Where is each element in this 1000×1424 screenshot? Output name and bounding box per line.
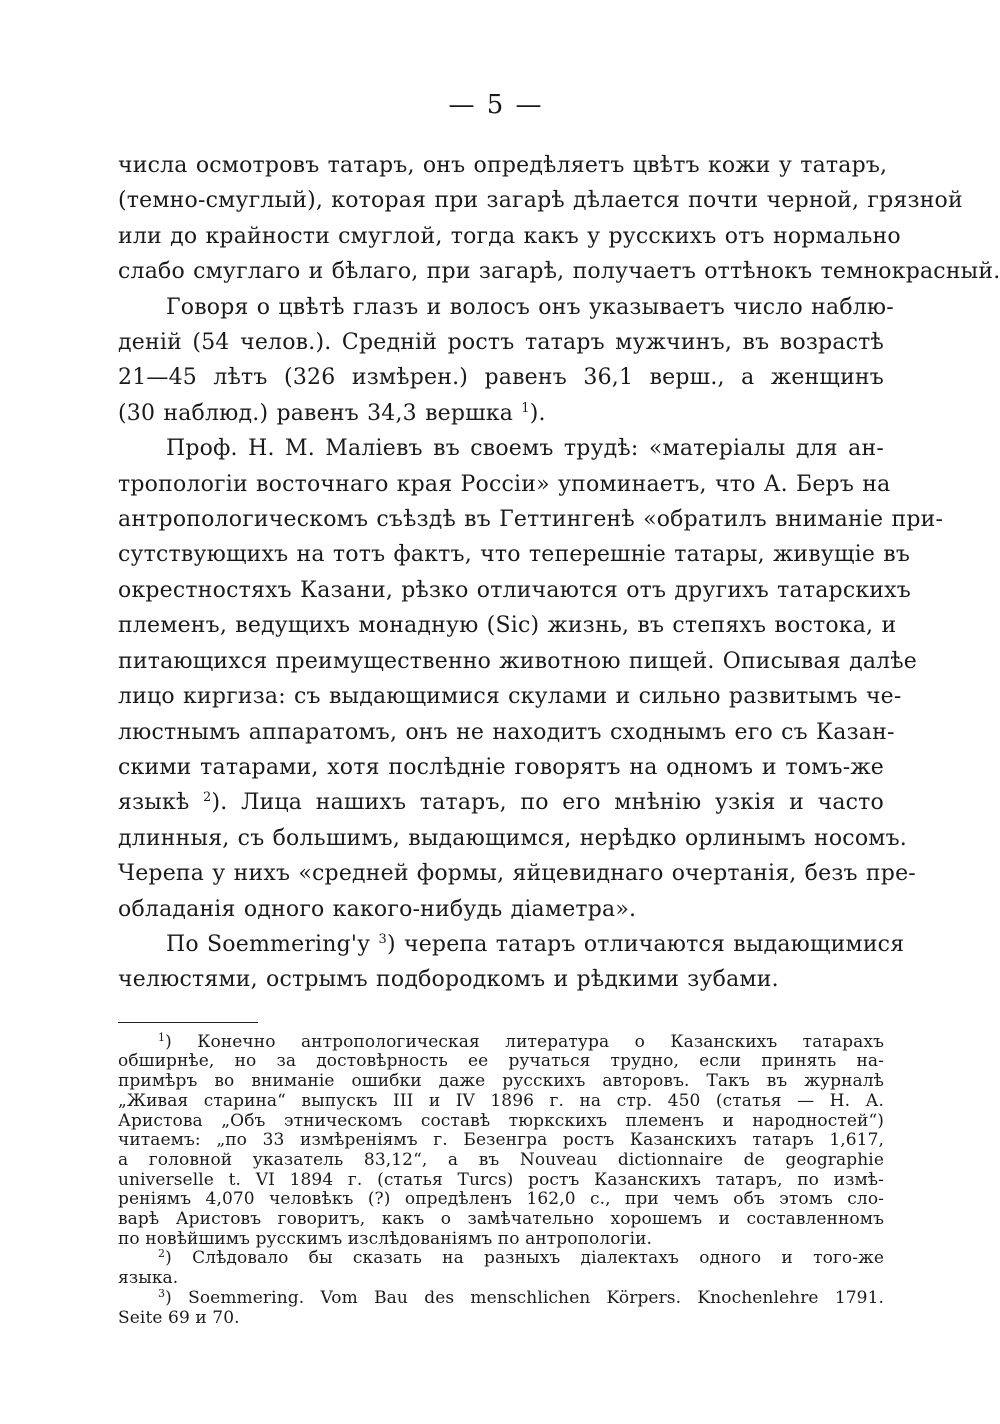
- text-fragment: ) Конечно антропологическая литература о Казанскихъ татарахъ: [165, 1031, 884, 1052]
- text-line: числа осмотровъ татаръ, онъ опредѣляетъ цвѣтъ кожи у татаръ,: [118, 153, 888, 178]
- footnote-mark: 2: [158, 1247, 166, 1261]
- footnote-line: по новѣйшимъ русскимъ изслѣдованіямъ по антропологіи.: [118, 1228, 653, 1249]
- footnote-line: [118, 1030, 884, 1053]
- footnote-line: варѣ Аристовъ говоритъ, какъ о замѣчательно хорошемъ и составленномъ: [118, 1209, 884, 1230]
- footnote-line: читаемъ: „по 33 измѣреніямъ г. Безенгра ростъ Казанскихъ татаръ 1,617,: [118, 1130, 884, 1151]
- text-line: окрестностяхъ Казани, рѣзко отличаются отъ другихъ татарскихъ: [118, 577, 911, 603]
- text-line: антропологическомъ съѣздѣ въ Геттингенѣ «обратилъ вниманіе при-: [118, 507, 944, 533]
- footnote-line: примѣръ во вниманіе ошибки даже русскихъ авторовъ. Такъ въ журналѣ: [118, 1071, 884, 1092]
- text-line: или до крайности смуглой, тогда какъ у русскихъ отъ нормально: [118, 223, 901, 249]
- book-page: [118, 88, 1000, 1328]
- text-line: Говоря о цвѣтѣ глазъ и волосъ онъ указываетъ число наблю-: [166, 294, 894, 320]
- text-fragment: По Soemmering'у: [166, 931, 379, 957]
- text-line: [118, 396, 884, 431]
- footnote-line: [118, 1249, 884, 1269]
- text-line: челюстями, острымъ подбородкомъ и рѣдкими зубами.: [118, 967, 779, 993]
- footnote-ref: 3: [378, 931, 387, 947]
- text-fragment: ) Soemmering. Vom Bau des menschlichen Körpers. Knochenlehre 1791.: [165, 1287, 884, 1308]
- footnote-line: обширнѣе, но за достовѣрность ее ручаться трудно, если принять на-: [118, 1051, 884, 1072]
- footnotes: [118, 1030, 884, 1329]
- body-text: [118, 148, 1000, 998]
- text-line: длинныя, съ большимъ, выдающимся, нерѣдко орлинымъ носомъ.: [118, 825, 907, 851]
- text-line: Черепа у нихъ «средней формы, яйцевиднаго очертанія, безъ пре-: [118, 861, 916, 887]
- footnote-line: Аристова „Объ этническомъ составѣ тюркскихъ племенъ и народностей“): [118, 1110, 884, 1131]
- footnote-ref: 2: [203, 790, 212, 806]
- footnote-line: universelle t. VI 1894 г. (статья Turcs) ростъ Казанскихъ татаръ, по измѣ-: [118, 1169, 884, 1190]
- text-line: люстнымъ аппаратомъ, онъ не находитъ сходнымъ его съ Казан-: [118, 719, 895, 745]
- footnote-line: языка.: [118, 1268, 179, 1289]
- text-line: сутствующихъ на тотъ фактъ, что теперешніе татары, живущіе въ: [118, 542, 911, 568]
- text-line: обладанія одного какого-нибудь діаметра».: [118, 896, 637, 922]
- footnote-line: „Живая старина“ выпускъ III и IV 1896 г. на стр. 450 (статья — Н. А.: [118, 1090, 884, 1111]
- page-number: — 5 —: [448, 90, 544, 120]
- text-line: (темно-смуглый), которая при загарѣ дѣлается почти черной, грязной: [118, 188, 963, 214]
- text-fragment: языкѣ: [118, 790, 203, 816]
- text-line: [118, 785, 884, 820]
- text-line: Проф. Н. М. Маліевъ въ своемъ трудѣ: «матеріалы для ан-: [166, 436, 884, 462]
- text-line: скими татарами, хотя послѣдніе говорятъ на одномъ и томъ-же: [118, 754, 884, 780]
- text-fragment: ).: [529, 400, 546, 426]
- text-line: тропологіи восточнаго края Россіи» упоминаетъ, что А. Беръ на: [118, 471, 891, 497]
- text-line: [118, 927, 905, 962]
- text-fragment: ) черепа татаръ отличаются выдающимися: [386, 931, 905, 957]
- text-line: слабо смуглаго и бѣлаго, при загарѣ, получаетъ оттѣнокъ темнокрасный.: [118, 259, 1000, 285]
- text-line: питающихся преимущественно животною пищей. Описывая далѣе: [118, 648, 918, 674]
- footnote-line: а головной указатель 83,12“, а въ Nouveau dictionnaire de geographie: [118, 1149, 884, 1170]
- footnote-line: реніямъ 4,070 человѣкъ (?) опредѣленъ 162,0 с., при чемъ объ этомъ сло-: [118, 1189, 884, 1210]
- text-line: лицо киргиза: съ выдающимися скулами и сильно развитымъ че-: [118, 684, 902, 710]
- footnote-mark: 3: [158, 1286, 166, 1300]
- text-fragment: (30 наблюд.) равенъ 34,3 вершка: [118, 400, 522, 426]
- text-line: деній (54 челов.). Средній ростъ татаръ мужчинъ, въ возрастѣ: [118, 330, 884, 356]
- footnote-ref: 1: [521, 400, 530, 416]
- footnote-line: Seite 69 и 70.: [118, 1307, 240, 1328]
- footnote-divider: [118, 1022, 258, 1023]
- text-line: 21—45 лѣтъ (326 измѣрен.) равенъ 36,1 верш., а женщинъ: [118, 365, 884, 391]
- footnote-mark: 1: [158, 1030, 166, 1044]
- text-fragment: ). Лица нашихъ татаръ, по его мнѣнію узкія и часто: [211, 790, 884, 816]
- footnote-line: [118, 1286, 884, 1309]
- text-line: племенъ, ведущихъ монадную (Sic) жизнь, въ степяхъ востока, и: [118, 613, 897, 639]
- text-fragment: ) Слѣдовало бы сказать на разныхъ діалектахъ одного и того-же: [165, 1248, 884, 1269]
